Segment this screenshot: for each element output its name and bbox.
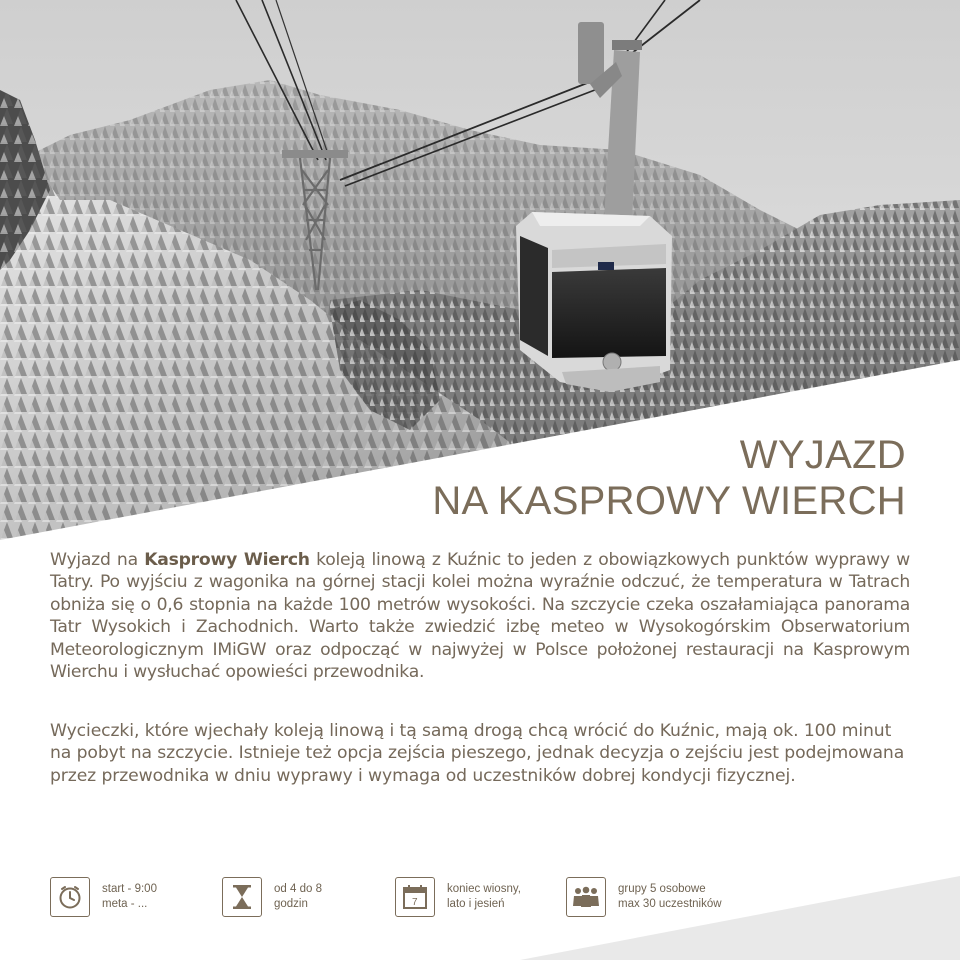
description-paragraph-1 — [50, 549, 910, 683]
info-group-line-2: max 30 uczestników — [618, 898, 722, 910]
info-item-group — [566, 877, 722, 917]
title-line-1: WYJAZD — [739, 433, 906, 477]
calendar-icon — [395, 877, 435, 917]
info-season-line-1: koniec wiosny, — [447, 883, 521, 895]
title-line-2: NA KASPROWY WIERCH — [432, 479, 906, 523]
info-season-line-2: lato i jesień — [447, 898, 505, 910]
paragraph-1-rest: koleją linową z Kuźnic to jeden z obowiązkowych punktów wyprawy w Tatry. Po wyjściu z wagonika na górnej stacji kolei można wyraźnie odczuć, że temperatura w Tatrach obniża się o 0,6 stopnia na każde 100 metrów wysokości. Na szczycie czeka oszałamiająca panorama Tatr Wysokich i Zachodnich. Warto także zwiedzić izbę meteo w Wysokogórskim Obserwatorium Meteorologicznym IMiGW oraz odpocząć w najwyżej w Polsce położonej restauracji na Kasprowym Wierchu i wysłuchać opowieści przewodnika. — [50, 550, 910, 683]
info-item-season — [395, 877, 521, 917]
info-group-line-1: grupy 5 osobowe — [618, 883, 706, 895]
info-text-group — [618, 882, 722, 912]
description-paragraph-2: Wycieczki, które wjechały koleją linową i tą samą drogą chcą wrócić do Kuźnic, mają ok. 100 minut na pobyt na szczycie. Istnieje też opcja zejścia pieszego, jednak decyzja o zejściu jest podejmowana przez przewodnika w dniu wyprawy i wymaga od uczestników dobrej kondycji fizycznej. — [50, 721, 905, 786]
page-title — [432, 432, 906, 524]
info-text-time — [102, 882, 157, 912]
hourglass-icon — [222, 877, 262, 917]
group-icon — [566, 877, 606, 917]
info-duration-line-1: od 4 do 8 — [274, 883, 322, 895]
clock-icon — [50, 877, 90, 917]
svg-text:7: 7 — [412, 897, 418, 908]
info-duration-line-2: godzin — [274, 898, 308, 910]
info-time-line-1: start - 9:00 — [102, 883, 157, 895]
info-text-duration — [274, 882, 322, 912]
info-item-duration — [222, 877, 322, 917]
info-text-season — [447, 882, 521, 912]
info-time-line-2: meta - ... — [102, 898, 148, 910]
info-item-time — [50, 877, 157, 917]
paragraph-1-highlight: Kasprowy Wierch — [144, 550, 310, 570]
paragraph-1-prefix: Wyjazd na — [50, 550, 145, 570]
